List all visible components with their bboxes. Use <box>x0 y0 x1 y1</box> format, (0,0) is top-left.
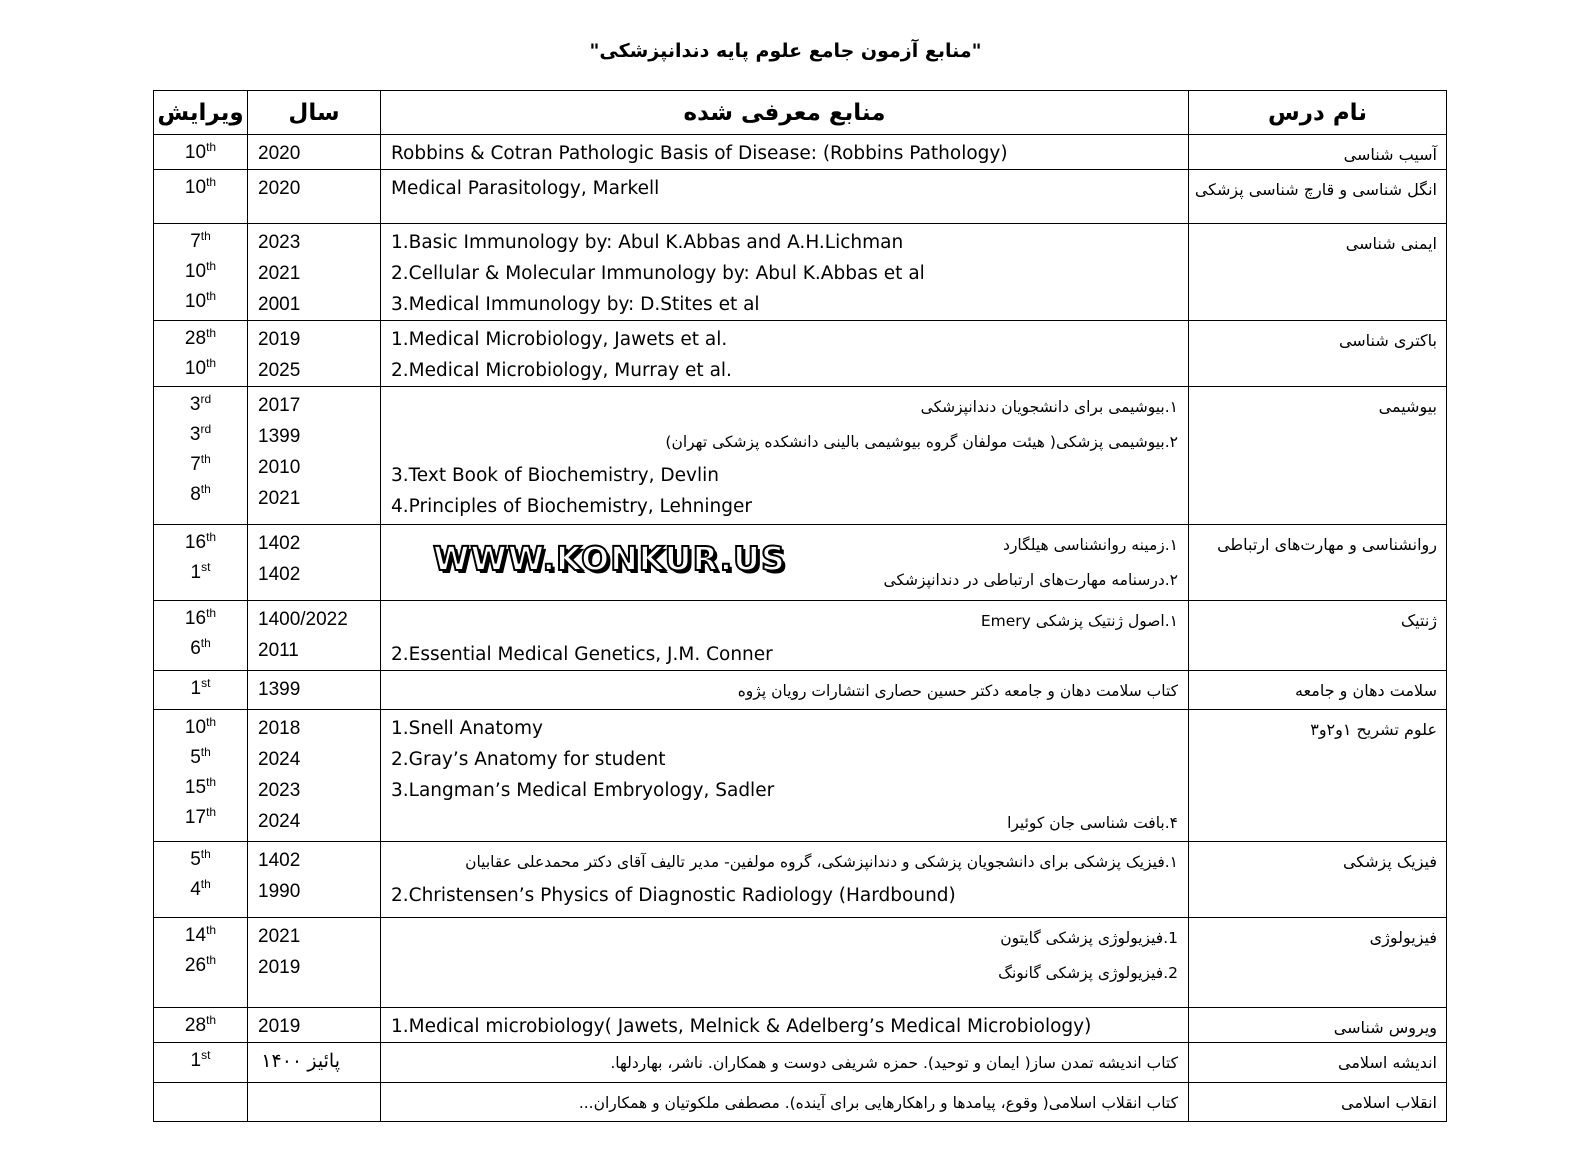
edition-suffix: th <box>200 745 211 759</box>
course-name: بیوشیمی <box>1378 397 1437 416</box>
year-cell <box>248 918 381 1008</box>
year-cell <box>248 1008 381 1043</box>
edition-value: 4th <box>190 877 211 900</box>
year-value: 1399 <box>258 679 301 700</box>
edition-value: 14th <box>184 923 217 946</box>
page-title: "منابع آزمون جامع علوم پایه دندانپزشکی" <box>589 40 982 62</box>
course-cell <box>1189 170 1447 224</box>
edition-value: 16th <box>184 530 217 553</box>
edition-value: 7th <box>190 452 211 475</box>
source-item: 2.Cellular & Molecular Immunology by: Abul K.Abbas et al <box>391 263 925 284</box>
sources-cell <box>381 671 1189 710</box>
watermark-logo: WWW.KONKUR.US <box>433 539 786 578</box>
table-row <box>154 842 1447 918</box>
year-value: 2025 <box>258 360 301 381</box>
edition-cell <box>154 525 248 601</box>
edition-suffix: th <box>206 1013 217 1027</box>
sources-cell <box>381 601 1189 671</box>
course-cell <box>1189 1008 1447 1043</box>
table-row <box>154 1043 1447 1083</box>
year-value: پائیز ۱۴۰۰ <box>261 1051 340 1072</box>
sources-cell <box>381 321 1189 387</box>
edition-suffix: th <box>200 847 211 861</box>
year-value: 2024 <box>258 811 301 832</box>
source-item: 2.فیزیولوژی پزشکی گانونگ <box>998 964 1178 982</box>
year-value: 2020 <box>258 143 301 164</box>
year-value: 2023 <box>258 232 301 253</box>
year-cell <box>248 1083 381 1122</box>
table-row <box>154 525 1447 601</box>
year-value: 2019 <box>258 957 301 978</box>
edition-suffix: th <box>206 326 217 340</box>
source-item: ۱.اصول ژنتیک پزشکی Emery <box>980 612 1178 630</box>
edition-cell <box>154 387 248 525</box>
year-cell <box>248 842 381 918</box>
edition-cell <box>154 321 248 387</box>
edition-value: 5th <box>190 745 211 768</box>
table-row <box>154 710 1447 842</box>
source-item: 3.Langman’s Medical Embryology, Sadler <box>391 780 775 801</box>
edition-value: 10th <box>184 715 217 738</box>
edition-value: 6th <box>190 636 211 659</box>
table-row <box>154 601 1447 671</box>
edition-suffix: th <box>200 452 211 466</box>
course-cell <box>1189 710 1447 842</box>
year-value: 1402 <box>258 564 301 585</box>
course-cell <box>1189 1043 1447 1083</box>
table-row <box>154 1008 1447 1043</box>
source-item: 1.فیزیولوژی پزشکی گایتون <box>1000 929 1178 947</box>
source-item: 3.Text Book of Biochemistry, Devlin <box>391 465 719 486</box>
year-cell <box>248 1043 381 1083</box>
edition-suffix: rd <box>200 392 212 406</box>
year-cell <box>248 321 381 387</box>
edition-suffix: rd <box>200 422 212 436</box>
year-value: 1990 <box>258 881 301 902</box>
header-sources: منابع معرفی شده <box>381 91 1189 135</box>
year-value: 1402 <box>258 850 301 871</box>
year-value: 2020 <box>258 178 301 199</box>
source-item: 2.Gray’s Anatomy for student <box>391 749 666 770</box>
course-name: فیزیولوژی <box>1369 928 1437 947</box>
course-cell <box>1189 671 1447 710</box>
header-year: سال <box>248 91 381 135</box>
course-name: ژنتیک <box>1400 611 1437 630</box>
edition-suffix: th <box>200 482 211 496</box>
edition-value: 1st <box>190 1048 211 1071</box>
table-row <box>154 135 1447 170</box>
source-item: 1.Snell Anatomy <box>391 718 543 739</box>
edition-suffix: st <box>201 1048 211 1062</box>
source-item: Robbins & Cotran Pathologic Basis of Disease: (Robbins Pathology) <box>391 143 1008 164</box>
source-item: 2.Christensen’s Physics of Diagnostic Radiology (Hardbound) <box>391 885 956 906</box>
year-cell <box>248 710 381 842</box>
year-value: 2024 <box>258 749 301 770</box>
course-cell <box>1189 135 1447 170</box>
edition-suffix: th <box>206 259 217 273</box>
year-value: 2021 <box>258 263 301 284</box>
edition-suffix: th <box>206 356 217 370</box>
edition-cell <box>154 224 248 321</box>
year-value: 2011 <box>258 640 299 661</box>
source-item: Medical Parasitology, Markell <box>391 178 660 199</box>
edition-value: 28th <box>184 326 217 349</box>
source-item: 1.Medical Microbiology, Jawets et al. <box>391 329 728 350</box>
year-value: 2023 <box>258 780 301 801</box>
edition-suffix: th <box>206 530 217 544</box>
sources-cell <box>381 1043 1189 1083</box>
edition-value: 28th <box>184 1013 217 1036</box>
edition-cell <box>154 710 248 842</box>
sources-cell <box>381 918 1189 1008</box>
course-cell <box>1189 387 1447 525</box>
source-item: 3.Medical Immunology by: D.Stites et al <box>391 294 760 315</box>
year-cell <box>248 601 381 671</box>
edition-value: 1st <box>190 676 211 699</box>
course-name: سلامت دهان و جامعه <box>1294 681 1437 700</box>
edition-value: 10th <box>184 140 217 163</box>
edition-suffix: th <box>206 923 217 937</box>
edition-suffix: th <box>206 715 217 729</box>
source-item: 4.Principles of Biochemistry, Lehninger <box>391 496 752 517</box>
edition-value: 10th <box>184 289 217 312</box>
course-name: ایمنی شناسی <box>1345 234 1437 253</box>
table-row <box>154 1083 1447 1122</box>
sources-cell <box>381 1008 1189 1043</box>
source-item: ۱.فیزیک پزشکی برای دانشجویان پزشکی و دندانپزشکی، گروه مولفین- مدیر تالیف آقای دکتر محمدعلی عقابیان <box>465 853 1178 871</box>
edition-cell <box>154 601 248 671</box>
edition-cell <box>154 135 248 170</box>
source-item: 2.Essential Medical Genetics, J.M. Conner <box>391 644 773 665</box>
edition-value: 7th <box>190 229 211 252</box>
sources-cell <box>381 710 1189 842</box>
edition-value: 17th <box>184 805 217 828</box>
edition-cell <box>154 170 248 224</box>
source-item: کتاب اندیشه تمدن ساز( ایمان و توحید). حمزه شریفی دوست و همکاران. ناشر، بهاردلها. <box>610 1054 1178 1072</box>
course-name: فیزیک پزشکی <box>1342 852 1437 871</box>
sources-cell <box>381 170 1189 224</box>
edition-suffix: th <box>206 606 217 620</box>
year-value: 2010 <box>258 457 301 478</box>
source-item: ۲.درسنامه مهارت‌های ارتباطی در دندانپزشکی <box>883 571 1178 589</box>
course-name: روانشناسی و مهارت‌های ارتباطی <box>1217 535 1437 554</box>
course-cell <box>1189 321 1447 387</box>
course-cell <box>1189 224 1447 321</box>
year-cell <box>248 170 381 224</box>
source-item: کتاب سلامت دهان و جامعه دکتر حسین حصاری انتشارات رویان پژوه <box>737 682 1178 700</box>
table-row <box>154 224 1447 321</box>
sources-cell <box>381 387 1189 525</box>
course-name: انگل شناسی و قارچ شناسی پزشکی <box>1194 180 1437 199</box>
edition-suffix: th <box>200 229 211 243</box>
course-name: انقلاب اسلامی <box>1341 1093 1437 1112</box>
year-value: 1400/2022 <box>258 609 348 630</box>
edition-value: 8th <box>190 482 211 505</box>
course-name: آسیب شناسی <box>1343 145 1437 164</box>
edition-suffix: st <box>201 676 211 690</box>
source-item: ۴.بافت شناسی جان کوئیرا <box>1007 814 1178 832</box>
year-value: 2021 <box>258 488 301 509</box>
edition-suffix: th <box>206 175 217 189</box>
edition-value: 10th <box>184 175 217 198</box>
edition-cell <box>154 1083 248 1122</box>
edition-value: 10th <box>184 259 217 282</box>
year-value: 2018 <box>258 718 301 739</box>
course-cell <box>1189 842 1447 918</box>
year-value: 2001 <box>258 294 301 315</box>
table-row <box>154 918 1447 1008</box>
edition-suffix: th <box>206 289 217 303</box>
year-cell <box>248 671 381 710</box>
edition-suffix: th <box>206 805 217 819</box>
source-item: 1.Basic Immunology by: Abul K.Abbas and A.H.Lichman <box>391 232 904 253</box>
table-row <box>154 321 1447 387</box>
header-course: نام درس <box>1189 91 1447 135</box>
header-edition: ویرایش <box>154 91 248 135</box>
course-name: باکتری شناسی <box>1338 331 1437 350</box>
year-value: 1399 <box>258 426 301 447</box>
edition-suffix: th <box>200 877 211 891</box>
source-item: 2.Medical Microbiology, Murray et al. <box>391 360 732 381</box>
table-row <box>154 170 1447 224</box>
course-cell <box>1189 1083 1447 1122</box>
edition-value: 10th <box>184 356 217 379</box>
course-cell <box>1189 601 1447 671</box>
table-header-row <box>154 91 1447 135</box>
sources-cell <box>381 135 1189 170</box>
edition-suffix: th <box>206 775 217 789</box>
source-item: ۲.بیوشیمی پزشکی( هیئت مولفان گروه بیوشیمی بالینی دانشکده پزشکی تهران) <box>665 433 1178 451</box>
course-name: اندیشه اسلامی <box>1338 1053 1437 1072</box>
edition-suffix: th <box>200 636 211 650</box>
year-value: 2021 <box>258 926 301 947</box>
source-item: ۱.بیوشیمی برای دانشجویان دندانپزشکی <box>920 398 1178 416</box>
sources-cell <box>381 842 1189 918</box>
source-item: 1.Medical microbiology( Jawets, Melnick & Adelberg’s Medical Microbiology) <box>391 1016 1092 1037</box>
edition-value: 1st <box>190 560 211 583</box>
year-cell <box>248 525 381 601</box>
edition-cell <box>154 842 248 918</box>
edition-suffix: st <box>201 560 211 574</box>
table-row <box>154 671 1447 710</box>
source-item: کتاب انقلاب اسلامی( وقوع، پیامدها و راهکارهایی برای آینده). مصطفی ملکوتیان و همکاران... <box>578 1094 1178 1112</box>
year-cell <box>248 135 381 170</box>
edition-suffix: th <box>206 953 217 967</box>
year-cell <box>248 224 381 321</box>
course-name: علوم تشریح ۱و۲و۳ <box>1310 720 1437 739</box>
edition-value: 3rd <box>189 392 212 415</box>
source-item: ۱.زمینه روانشناسی هیلگارد <box>1003 536 1178 554</box>
edition-value: 26th <box>184 953 217 976</box>
year-value: 2019 <box>258 329 301 350</box>
edition-cell <box>154 1008 248 1043</box>
sources-cell <box>381 1083 1189 1122</box>
course-name: ویروس شناسی <box>1333 1018 1437 1037</box>
sources-table <box>153 90 1447 1122</box>
edition-value: 3rd <box>189 422 212 445</box>
year-value: 2017 <box>258 395 301 416</box>
course-cell <box>1189 918 1447 1008</box>
edition-value: 15th <box>184 775 217 798</box>
year-cell <box>248 387 381 525</box>
table-row <box>154 387 1447 525</box>
edition-suffix: th <box>206 140 217 154</box>
year-value: 2019 <box>258 1016 301 1037</box>
edition-value: 5th <box>190 847 211 870</box>
course-cell <box>1189 525 1447 601</box>
edition-value: 16th <box>184 606 217 629</box>
edition-cell <box>154 671 248 710</box>
edition-cell <box>154 1043 248 1083</box>
year-value: 1402 <box>258 533 301 554</box>
sources-cell <box>381 224 1189 321</box>
edition-cell <box>154 918 248 1008</box>
